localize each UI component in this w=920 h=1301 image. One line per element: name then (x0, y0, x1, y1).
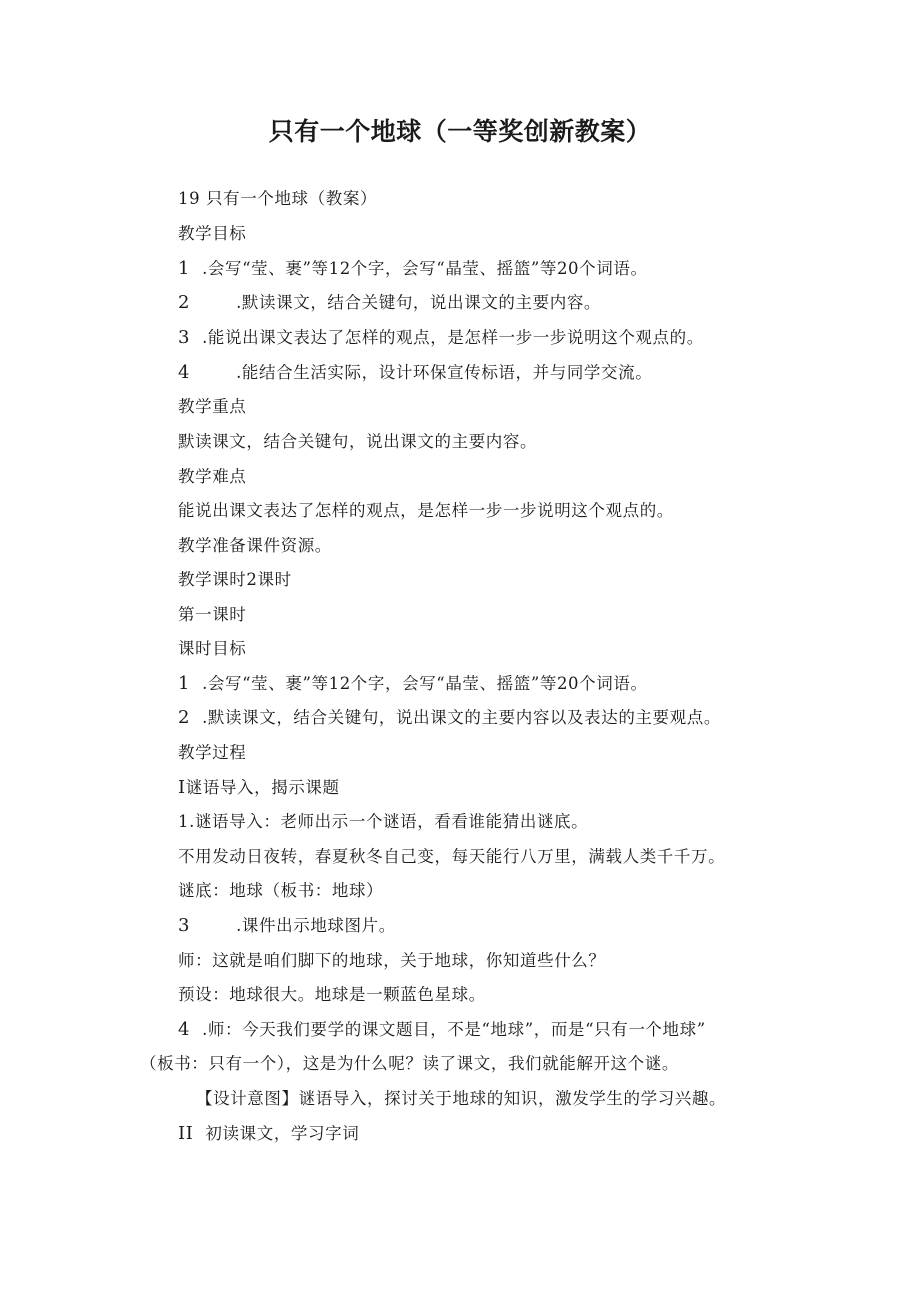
preparation-text: 教学准备课件资源。 (178, 536, 332, 555)
focus-text: 默读课文，结合关键句，说出课文的主要内容。 (178, 432, 538, 451)
goal-item-1: 1 .会写“莹、裹”等12个字，会写“晶莹、摇篮”等20个词语。 (178, 258, 648, 279)
design-intent: 【设计意图】谜语导入，探讨关于地球的知识，激发学生的学习兴趣。 (196, 1089, 727, 1108)
teacher-line-1: 师：这就是咱们脚下的地球，关于地球，你知道些什么？ (178, 951, 606, 970)
goal-item-4: 4 .能结合生活实际，设计环保宣传标语，并与同学交流。 (178, 362, 653, 383)
process-heading: 教学过程 (178, 743, 247, 762)
goal-item-3: 3 .能说出课文表达了怎样的观点，是怎样一步一步说明这个观点的。 (178, 327, 704, 348)
first-period-heading: 第一课时 (178, 605, 247, 624)
riddle-text: 不用发动日夜转，春夏秋冬自己变，每天能行八万里，满载人类千千万。 (178, 847, 726, 866)
section-heading-difficulty: 教学难点 (178, 467, 247, 486)
process-item-3: 3 .课件出示地球图片。 (178, 915, 396, 936)
preset-answer: 预设：地球很大。地球是一颗蓝色星球。 (178, 985, 486, 1004)
difficulty-text: 能说出课文表达了怎样的观点，是怎样一步一步说明这个观点的。 (178, 501, 674, 520)
riddle-answer: 谜底：地球（板书：地球） (178, 881, 384, 900)
period-goal-item-2: 2 .默读课文，结合关键句，说出课文的主要内容以及表达的主要观点。 (178, 707, 721, 728)
lesson-heading: 19 只有一个地球（教案） (178, 189, 378, 208)
period-goal-item-1: 1 .会写“莹、裹”等12个字，会写“晶莹、摇篮”等20个词语。 (178, 673, 648, 694)
teacher-line-continued: （板书：只有一个），这是为什么呢？读了课文，我们就能解开这个谜。 (140, 1054, 679, 1073)
section-heading-goals: 教学目标 (178, 224, 247, 243)
class-hours-text: 教学课时2课时 (178, 570, 292, 589)
period-goals-heading: 课时目标 (178, 639, 247, 658)
process-item-4: 4 .师：今天我们要学的课文题目，不是“地球”，而是“只有一个地球” (178, 1019, 706, 1040)
riddle-intro: 1.谜语导入：老师出示一个谜语，看看谁能猜出谜底。 (178, 812, 589, 831)
step-1-heading: I谜语导入，揭示课题 (178, 777, 340, 798)
step-2-heading: II 初读课文，学习字词 (178, 1123, 360, 1144)
section-heading-focus: 教学重点 (178, 397, 247, 416)
document-title: 只有一个地球（一等奖创新教案） (268, 117, 652, 146)
goal-item-2: 2 .默读课文，结合关键句，说出课文的主要内容。 (178, 292, 602, 313)
